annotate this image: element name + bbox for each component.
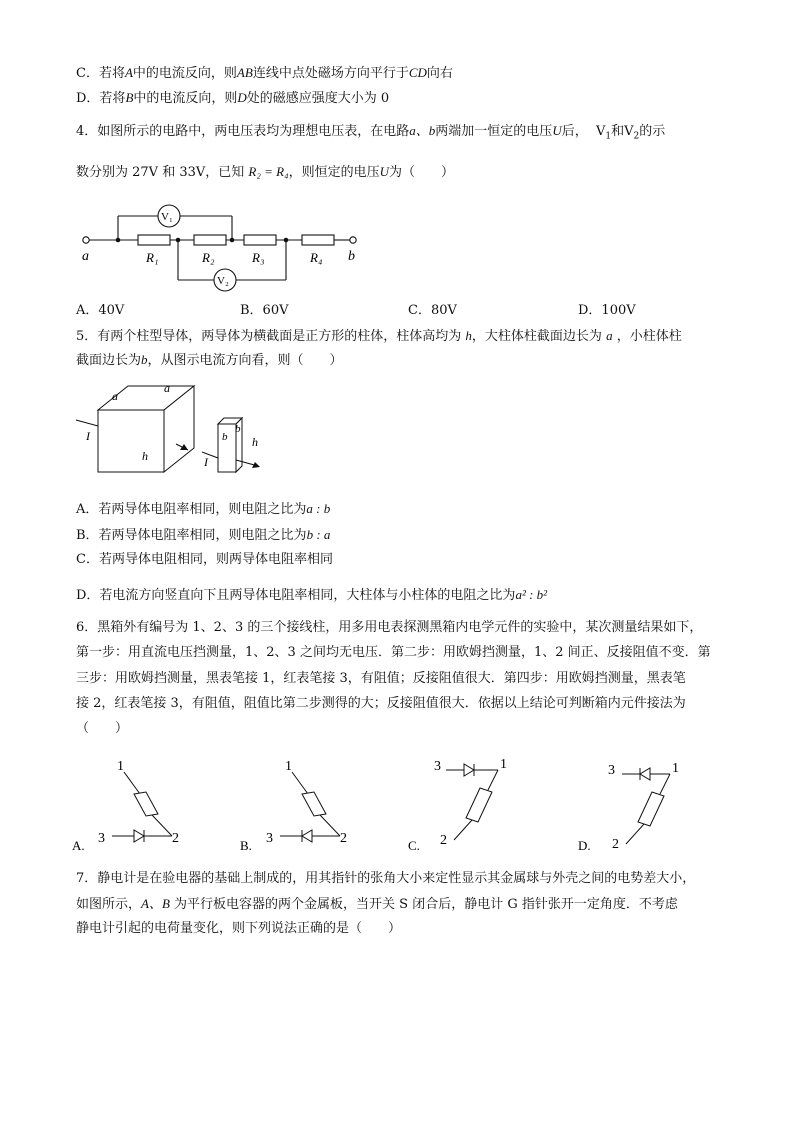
q6d-node-1: 1 [672, 761, 679, 776]
q7-stem-line3: 静电计引起的电荷量变化，则下列说法正确的是（ ） [76, 921, 402, 936]
q6-figure-d [578, 752, 688, 856]
q4-option-d: D．100V [578, 303, 636, 318]
q4-circuit-diagram [76, 204, 366, 296]
q6a-node-3: 3 [98, 831, 105, 846]
q5-conductors-figure [76, 380, 276, 480]
circuit-label-r4: R₄ [310, 250, 323, 265]
q6d-node-2: 2 [612, 837, 619, 852]
q7-stem-line1: 7．静电计是在验电器的基础上制成的，用其指针的张角大小来定性显示其金属球与外壳之间的电势差大小， [76, 871, 696, 886]
fig5-label-i2: I [204, 455, 208, 469]
q4-option-b: B．60V [240, 303, 289, 318]
q5-stem-line2: 截面边长为b，从图示电流方向看，则（ ） [76, 352, 343, 368]
q7-stem-line2: 如图所示，A、B 为平行板电容器的两个金属板，当开关 S 闭合后，静电计 G 指针张开一定角度．不考虑 [76, 896, 678, 912]
circuit-label-v2: V₂ [217, 275, 229, 287]
q4-option-a: A．40V [76, 303, 125, 318]
circuit-label-r1: R₁ [146, 250, 159, 265]
q5-option-b: B．若两导体电阻率相同，则电阻之比为b : a [76, 527, 331, 543]
q5-option-c: C．若两导体电阻相同，则两导体电阻率相同 [76, 552, 333, 567]
circuit-label-a: a [82, 249, 89, 264]
q6c-label: C. [408, 838, 420, 853]
q5-option-d: D．若电流方向竖直向下且两导体电阻率相同，大柱体与小柱体的电阻之比为a² : b² [76, 587, 548, 603]
q6a-node-2: 2 [172, 831, 179, 846]
q3-option-c: C．若将A中的电流反向，则AB连线中点处磁场方向平行于CD向右 [76, 65, 453, 81]
q6-stem-line5: （ ） [76, 721, 129, 736]
q6-stem-line1: 6．黑箱外有编号为 1、2、3 的三个接线柱，用多用电表探测黑箱内电学元件的实验中，某次测量结果如下， [76, 620, 703, 635]
q6a-label: A. [72, 838, 85, 853]
circuit-label-b: b [348, 249, 355, 264]
circuit-label-v1: V₁ [161, 211, 173, 223]
q6-figure-a [72, 756, 182, 856]
q4-stem-line1: 4．如图所示的电路中，两电压表均为理想电压表，在电路a、b两端加一恒定的电压U后， $V_1$和$V_2$的示 [76, 123, 666, 142]
q6-stem-line4: 接 2，红表笔接 3，有阻值，阻值比第二步测得的大；反接阻值很大．依据以上结论可判断箱内元件接法为 [76, 696, 686, 711]
q6-stem-line3: 三步：用欧姆挡测量，黑表笔接 1，红表笔接 3，有阻值；反接阻值很大．第四步：用欧姆挡测量，黑表笔 [76, 671, 686, 686]
q6c-node-1: 1 [500, 757, 507, 772]
q6d-node-3: 3 [608, 763, 615, 778]
q6-stem-line2: 第一步：用直流电压挡测量，1、2、3 之间均无电压．第二步：用欧姆挡测量，1、2 间正、反接阻值不变．第 [76, 645, 711, 660]
q4-stem-line2: 数分别为 27V 和 33V，已知 R₂ = R₄，则恒定的电压U为（ ） [76, 164, 455, 180]
q6b-node-2: 2 [340, 831, 347, 846]
fig5-label-b2: b [235, 423, 241, 435]
circuit-label-r2: R₂ [202, 250, 215, 265]
q6c-node-3: 3 [434, 759, 441, 774]
q3-option-d: D．若将B中的电流反向，则D处的磁感应强度大小为 0 [76, 90, 390, 106]
fig5-label-h: h [142, 449, 148, 463]
fig5-label-h2: h [252, 435, 258, 449]
q6b-node-3: 3 [266, 831, 273, 846]
q5-stem-line1: 5．有两个柱型导体，两导体为横截面是正方形的柱体，柱体高均为 h，大柱体柱截面边长为 a ，小柱体柱 [76, 328, 682, 344]
q6-figure-c [408, 752, 518, 856]
fig5-label-a1: a [112, 389, 118, 403]
fig5-label-b1: b [222, 431, 228, 443]
q4-option-c: C．80V [408, 303, 457, 318]
q6-figure-b [240, 756, 350, 856]
fig5-label-i1: I [86, 429, 90, 443]
q6a-node-1: 1 [117, 759, 124, 774]
q6c-node-2: 2 [440, 833, 447, 848]
q5-option-a: A．若两导体电阻率相同，则电阻之比为a : b [76, 501, 331, 517]
q6b-node-1: 1 [285, 759, 292, 774]
q6d-label: D. [578, 838, 591, 853]
fig5-label-a2: a [164, 381, 170, 395]
q6b-label: B. [240, 838, 252, 853]
circuit-label-r3: R₃ [252, 250, 265, 265]
